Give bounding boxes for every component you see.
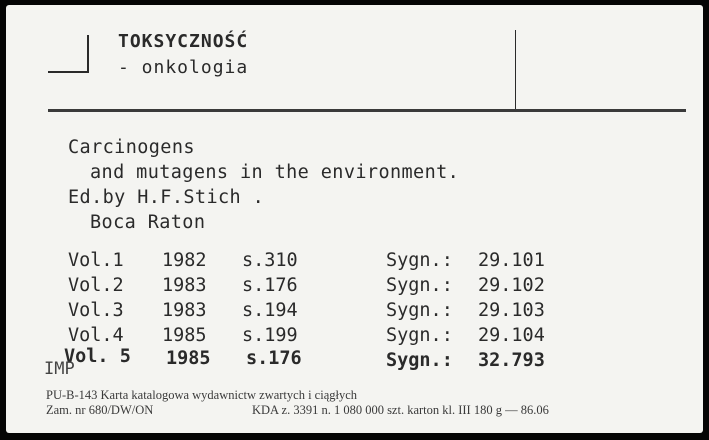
volume-number: Vol. 5 bbox=[64, 346, 131, 367]
entry-editor: Ed.by H.F.Stich . bbox=[68, 187, 265, 208]
signature-number: 32.793 bbox=[478, 350, 545, 371]
volume-pages: s.199 bbox=[242, 325, 298, 346]
signature-label: Sygn.: bbox=[386, 325, 453, 346]
volume-year: 1983 bbox=[162, 275, 207, 296]
volume-year: 1983 bbox=[162, 300, 207, 321]
header-divider bbox=[48, 109, 686, 112]
signature-label: Sygn.: bbox=[386, 250, 453, 271]
signature-label: Sygn.: bbox=[386, 300, 453, 321]
volume-pages: s.194 bbox=[242, 300, 298, 321]
volume-year: 1985 bbox=[166, 348, 211, 369]
volume-year: 1982 bbox=[162, 250, 207, 271]
entry-place: Boca Raton bbox=[90, 212, 206, 233]
signature-label: Sygn.: bbox=[386, 275, 453, 296]
signature-number: 29.104 bbox=[478, 325, 545, 346]
signature-number: 29.101 bbox=[478, 250, 545, 271]
signature-number: 29.102 bbox=[478, 275, 545, 296]
signature-label: Sygn.: bbox=[386, 350, 453, 371]
corner-bracket-vertical bbox=[87, 35, 89, 73]
subject-subheading: - onkologia bbox=[118, 57, 249, 78]
catalog-card bbox=[6, 5, 703, 433]
footer-line-2-right: KDA z. 3391 n. 1 080 000 szt. karton kl. III 180 g — 86.06 bbox=[252, 403, 549, 417]
signature-number: 29.103 bbox=[478, 300, 545, 321]
volume-year: 1985 bbox=[162, 325, 207, 346]
volume-pages: s.310 bbox=[242, 250, 298, 271]
entry-title-line2: and mutagens in the environment. bbox=[90, 162, 460, 183]
volume-number: Vol.4 bbox=[68, 325, 124, 346]
volume-pages: s.176 bbox=[246, 348, 302, 369]
imp-stamp: IMP bbox=[44, 359, 75, 379]
footer-line-2-left: Zam. nr 680/DW/ON bbox=[46, 403, 154, 417]
volume-number: Vol.3 bbox=[68, 300, 124, 321]
volume-number: Vol.2 bbox=[68, 275, 124, 296]
footer-line-1: PU-B-143 Karta katalogowa wydawnictw zwartych i ciągłych bbox=[46, 388, 358, 402]
subject-heading: TOKSYCZNOŚĆ bbox=[118, 31, 249, 52]
entry-title-line1: Carcinogens bbox=[68, 137, 195, 158]
volume-pages: s.176 bbox=[242, 275, 298, 296]
corner-bracket-horizontal bbox=[48, 71, 89, 73]
right-vertical-rule bbox=[515, 30, 516, 112]
volume-number: Vol.1 bbox=[68, 250, 124, 271]
